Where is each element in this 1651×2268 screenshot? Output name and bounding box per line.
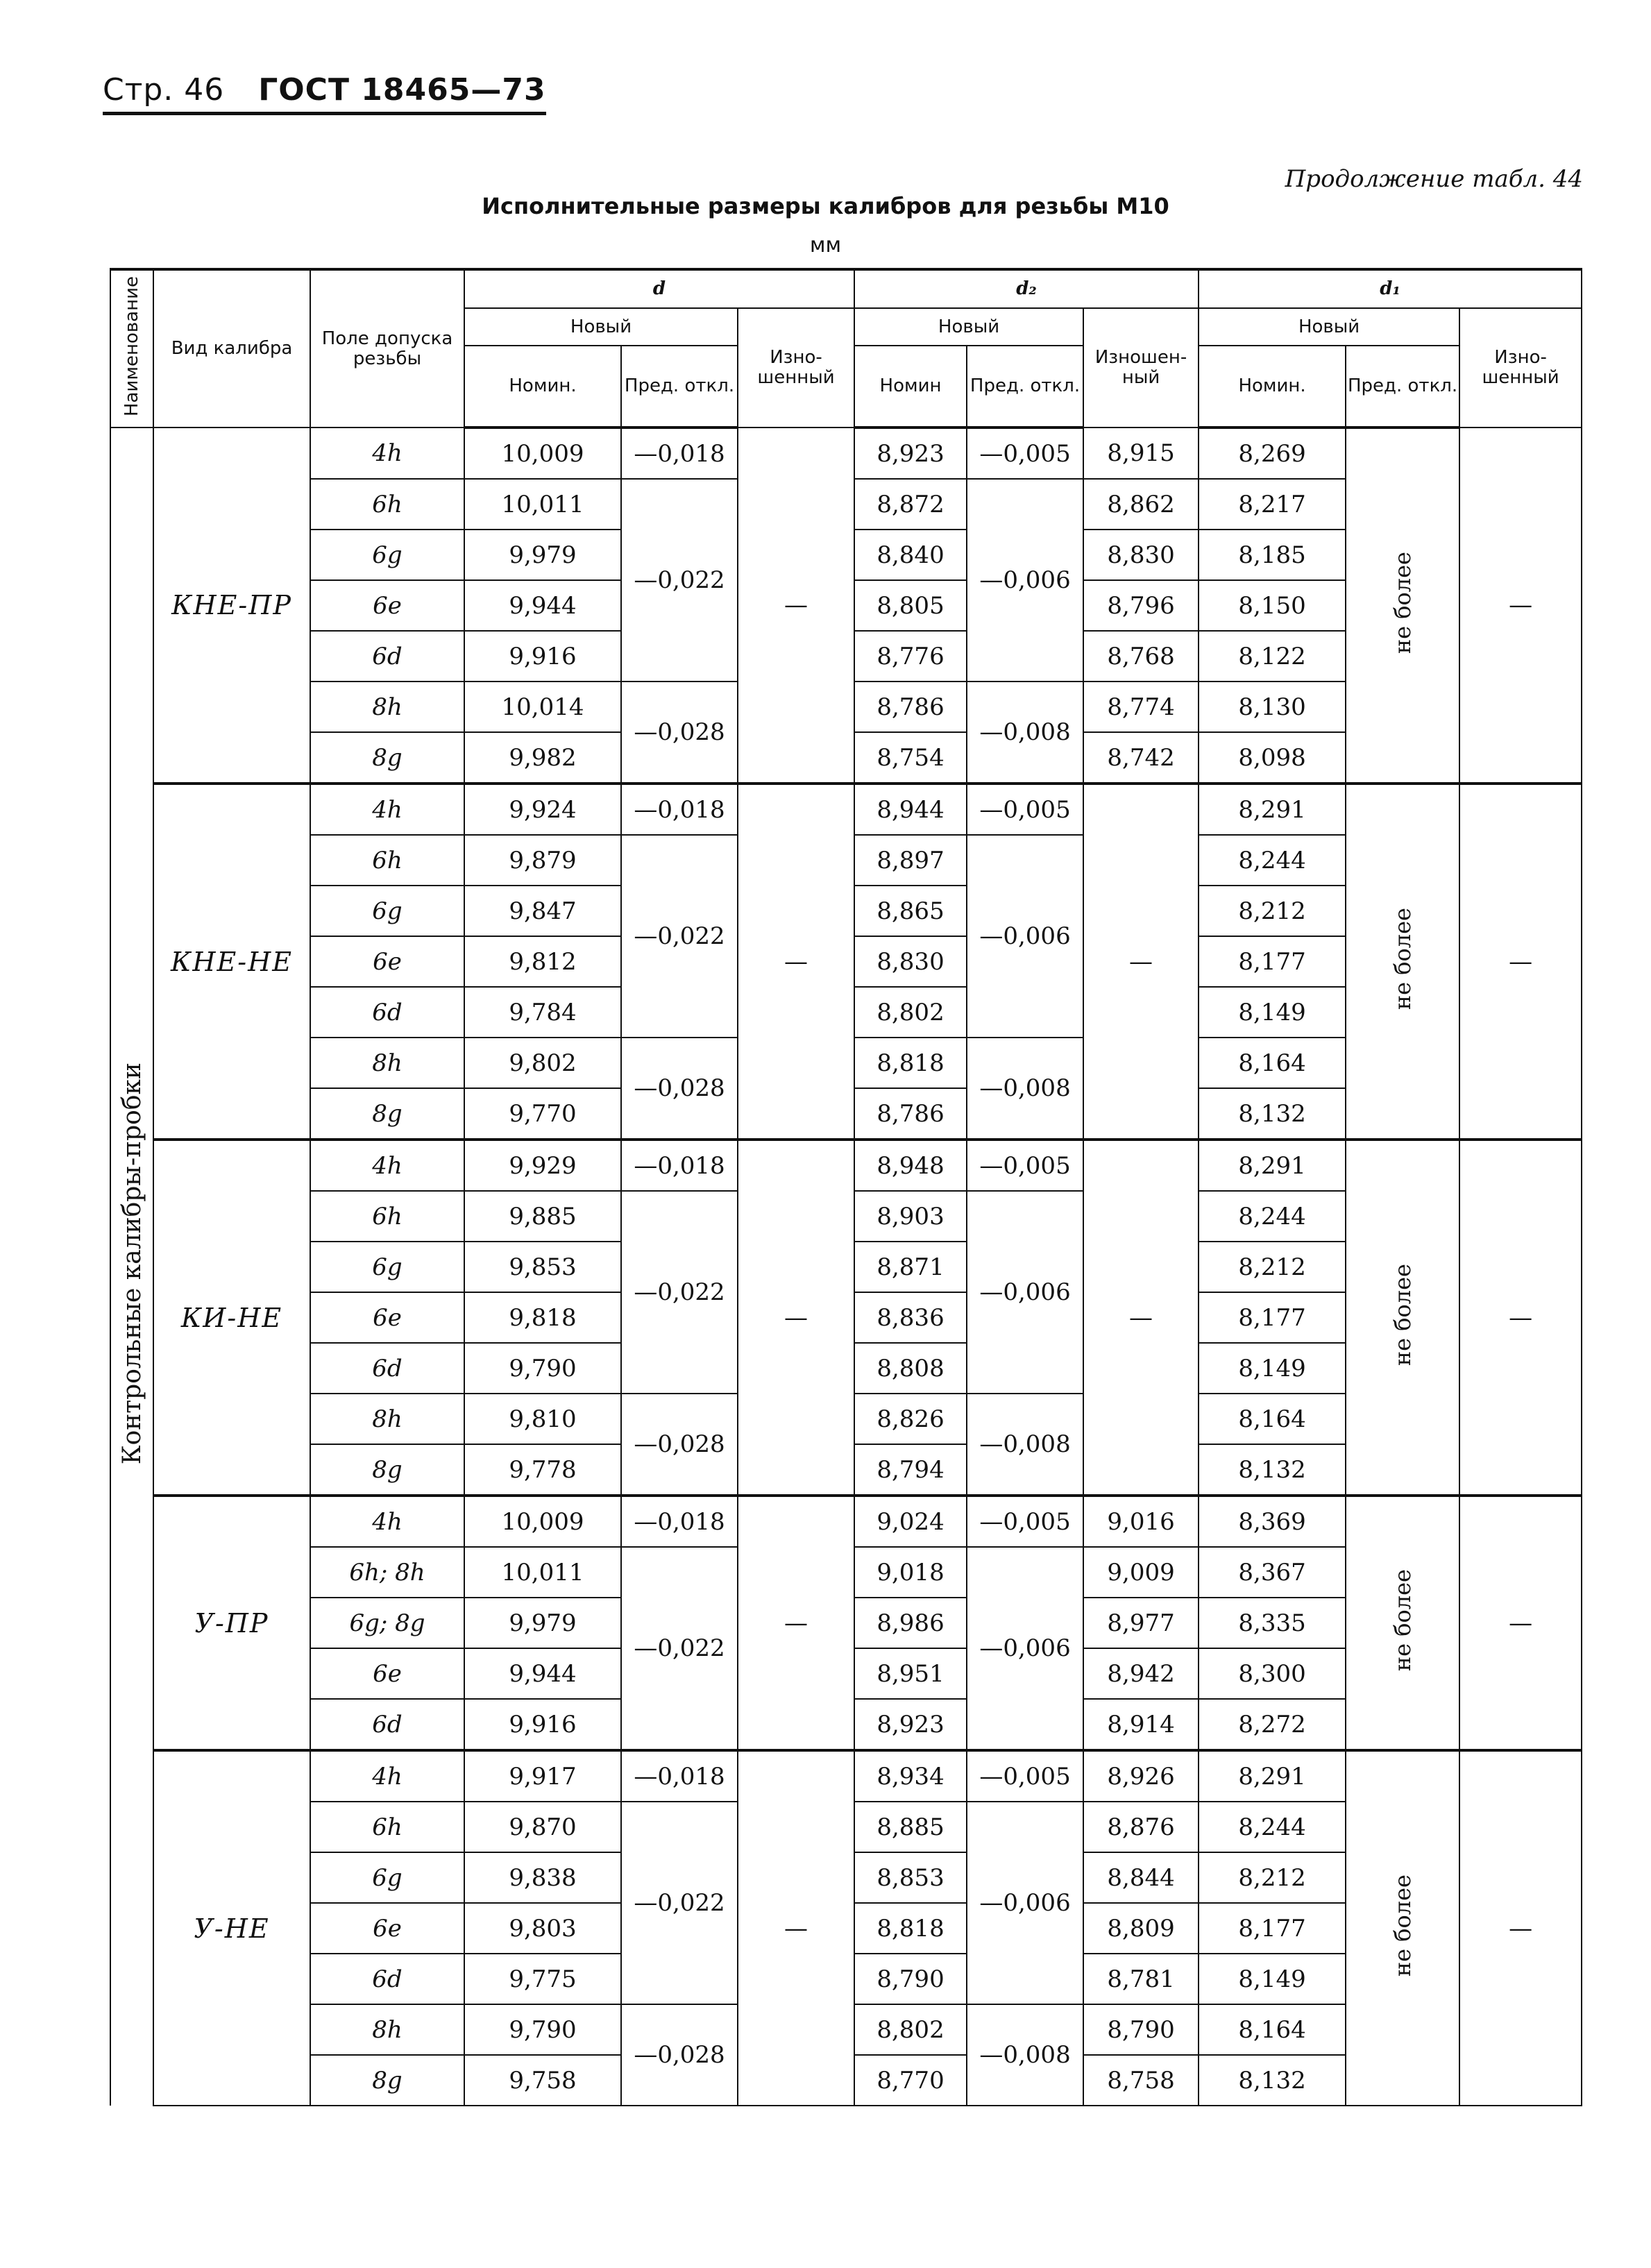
d-nominal-cell: 9,803 (464, 1903, 621, 1954)
d2-nominal-cell: 8,934 (854, 1750, 967, 1802)
d-nominal-cell: 10,009 (464, 428, 621, 479)
d2-worn-cell: 8,781 (1083, 1954, 1199, 2004)
col-d-deviation: Пред. откл. (621, 346, 738, 428)
d-worn-cell: — (738, 1750, 854, 2106)
d2-deviation-cell: —0,005 (967, 1140, 1083, 1191)
tolerance-cell: 6g (310, 1852, 464, 1903)
d-deviation-cell: —0,022 (621, 479, 738, 682)
d2-worn-cell: 8,977 (1083, 1598, 1199, 1648)
d-nominal-cell: 9,944 (464, 1648, 621, 1699)
d2-worn-cell: 8,926 (1083, 1750, 1199, 1802)
d2-nominal-cell: 8,923 (854, 1699, 967, 1750)
d1-nominal-cell: 8,269 (1199, 428, 1346, 479)
d2-deviation-cell: —0,008 (967, 2004, 1083, 2106)
d2-nominal-cell: 9,018 (854, 1547, 967, 1598)
d-nominal-cell: 9,916 (464, 631, 621, 682)
d1-nominal-cell: 8,244 (1199, 1802, 1346, 1852)
gauge-type-cell: КИ-НЕ (153, 1140, 310, 1496)
col-name: Наименование (110, 269, 153, 428)
col-d-new: Новый (464, 308, 738, 346)
tolerance-cell: 8h (310, 1394, 464, 1444)
d-nominal-cell: 9,916 (464, 1699, 621, 1750)
d1-deviation-cell: не более (1346, 1496, 1459, 1750)
d1-nominal-cell: 8,272 (1199, 1699, 1346, 1750)
d-deviation-cell: —0,028 (621, 1394, 738, 1496)
d1-nominal-cell: 8,122 (1199, 631, 1346, 682)
d-nominal-cell: 10,014 (464, 682, 621, 732)
d1-nominal-cell: 8,164 (1199, 1394, 1346, 1444)
d2-nominal-cell: 8,808 (854, 1343, 967, 1394)
d-deviation-cell: —0,018 (621, 1496, 738, 1547)
d-nominal-cell: 9,853 (464, 1242, 621, 1292)
d-nominal-cell: 10,011 (464, 1547, 621, 1598)
d1-nominal-cell: 8,130 (1199, 682, 1346, 732)
d1-nominal-cell: 8,177 (1199, 1292, 1346, 1343)
d2-worn-cell: 8,830 (1083, 530, 1199, 580)
d1-worn-cell: — (1459, 428, 1582, 784)
col-d-nominal: Номин. (464, 346, 621, 428)
d2-nominal-cell: 9,024 (854, 1496, 967, 1547)
tolerance-cell: 8g (310, 732, 464, 784)
d2-worn-cell: 8,774 (1083, 682, 1199, 732)
d1-worn-cell: — (1459, 1750, 1582, 2106)
d2-deviation-cell: —0,008 (967, 1394, 1083, 1496)
table-row (110, 1140, 1582, 1191)
d1-nominal-cell: 8,291 (1199, 784, 1346, 835)
tolerance-cell: 8g (310, 1088, 464, 1140)
d-worn-cell: — (738, 784, 854, 1140)
d2-worn-cell: 8,809 (1083, 1903, 1199, 1954)
tolerance-cell: 8h (310, 1038, 464, 1088)
d2-nominal-cell: 8,802 (854, 987, 967, 1038)
col-gauge-type: Вид калибра (153, 269, 310, 428)
d-nominal-cell: 9,812 (464, 936, 621, 987)
d1-nominal-cell: 8,149 (1199, 987, 1346, 1038)
d2-nominal-cell: 8,830 (854, 936, 967, 987)
d2-nominal-cell: 8,885 (854, 1802, 967, 1852)
d2-deviation-cell: —0,008 (967, 682, 1083, 784)
d-deviation-cell: —0,022 (621, 1191, 738, 1394)
d1-nominal-cell: 8,244 (1199, 835, 1346, 886)
d1-deviation-cell: не более (1346, 428, 1459, 784)
d1-nominal-cell: 8,212 (1199, 886, 1346, 936)
gauge-type-cell: КНЕ-ПР (153, 428, 310, 784)
d2-nominal-cell: 8,840 (854, 530, 967, 580)
d-deviation-cell: —0,022 (621, 1547, 738, 1750)
col-d2-nominal: Номин (854, 346, 967, 428)
d2-deviation-cell: —0,006 (967, 835, 1083, 1038)
d-nominal-cell: 9,802 (464, 1038, 621, 1088)
tolerance-cell: 6g (310, 886, 464, 936)
tolerance-cell: 6d (310, 631, 464, 682)
d-deviation-cell: —0,028 (621, 1038, 738, 1140)
d-nominal-cell: 10,009 (464, 1496, 621, 1547)
d2-deviation-cell: —0,006 (967, 1547, 1083, 1750)
d1-nominal-cell: 8,367 (1199, 1547, 1346, 1598)
tolerance-cell: 8h (310, 682, 464, 732)
d2-deviation-cell: —0,006 (967, 479, 1083, 682)
d2-deviation-cell: —0,006 (967, 1191, 1083, 1394)
d1-nominal-cell: 8,212 (1199, 1852, 1346, 1903)
d2-deviation-cell: —0,006 (967, 1802, 1083, 2004)
d-worn-cell: — (738, 1140, 854, 1496)
d2-worn-cell: 8,768 (1083, 631, 1199, 682)
d2-nominal-cell: 8,802 (854, 2004, 967, 2055)
d1-nominal-cell: 8,132 (1199, 1088, 1346, 1140)
d-nominal-cell: 9,790 (464, 2004, 621, 2055)
d-deviation-cell: —0,022 (621, 1802, 738, 2004)
d2-nominal-cell: 8,818 (854, 1038, 967, 1088)
d-nominal-cell: 9,847 (464, 886, 621, 936)
d1-nominal-cell: 8,132 (1199, 1444, 1346, 1496)
d-nominal-cell: 9,778 (464, 1444, 621, 1496)
d-deviation-cell: —0,018 (621, 784, 738, 835)
row-group-name: Контрольные калибры-пробки (110, 428, 153, 2106)
d-nominal-cell: 9,784 (464, 987, 621, 1038)
d2-worn-cell: — (1083, 784, 1199, 1140)
d-deviation-cell: —0,028 (621, 2004, 738, 2106)
tolerance-cell: 8h (310, 2004, 464, 2055)
d1-nominal-cell: 8,369 (1199, 1496, 1346, 1547)
unit-label: мм (809, 233, 842, 257)
col-param-d2: d₂ (854, 269, 1199, 308)
d2-nominal-cell: 8,986 (854, 1598, 967, 1648)
d2-nominal-cell: 8,853 (854, 1852, 967, 1903)
col-d1-deviation: Пред. откл. (1346, 346, 1459, 428)
tolerance-cell: 6e (310, 1648, 464, 1699)
tolerance-cell: 4h (310, 1140, 464, 1191)
d2-deviation-cell: —0,005 (967, 428, 1083, 479)
d-nominal-cell: 9,929 (464, 1140, 621, 1191)
d1-nominal-cell: 8,149 (1199, 1954, 1346, 2004)
d2-worn-cell: 8,742 (1083, 732, 1199, 784)
tolerance-cell: 6e (310, 580, 464, 631)
d1-deviation-cell: не более (1346, 784, 1459, 1140)
d1-nominal-cell: 8,335 (1199, 1598, 1346, 1648)
d-nominal-cell: 9,838 (464, 1852, 621, 1903)
d-nominal-cell: 9,924 (464, 784, 621, 835)
d2-nominal-cell: 8,836 (854, 1292, 967, 1343)
standard-code: ГОСТ 18465—73 (258, 72, 546, 108)
gauge-dimensions-table (110, 268, 1582, 2106)
d2-worn-cell: 8,942 (1083, 1648, 1199, 1699)
d-deviation-cell: —0,028 (621, 682, 738, 784)
d2-worn-cell: 8,796 (1083, 580, 1199, 631)
tolerance-cell: 4h (310, 1496, 464, 1547)
d-worn-cell: — (738, 428, 854, 784)
table-row (110, 428, 1582, 479)
page-number: Стр. 46 (103, 72, 225, 108)
tolerance-cell: 6d (310, 1699, 464, 1750)
col-d-worn: Изно-шенный (738, 308, 854, 428)
d1-worn-cell: — (1459, 1496, 1582, 1750)
d1-nominal-cell: 8,217 (1199, 479, 1346, 530)
d1-nominal-cell: 8,177 (1199, 936, 1346, 987)
d2-deviation-cell: —0,008 (967, 1038, 1083, 1140)
tolerance-cell: 6g; 8g (310, 1598, 464, 1648)
tolerance-cell: 4h (310, 428, 464, 479)
gauge-type-cell: КНЕ-НЕ (153, 784, 310, 1140)
d-nominal-cell: 9,944 (464, 580, 621, 631)
d1-nominal-cell: 8,098 (1199, 732, 1346, 784)
table-title: Исполнительные размеры калибров для резьбы М10 (482, 193, 1169, 219)
col-d1-new: Новый (1199, 308, 1459, 346)
d2-nominal-cell: 8,871 (854, 1242, 967, 1292)
d-nominal-cell: 9,790 (464, 1343, 621, 1394)
d-nominal-cell: 9,885 (464, 1191, 621, 1242)
col-d2-worn: Изношен-ный (1083, 308, 1199, 428)
d2-nominal-cell: 8,903 (854, 1191, 967, 1242)
d2-nominal-cell: 8,770 (854, 2055, 967, 2106)
table-row (110, 1496, 1582, 1547)
tolerance-cell: 4h (310, 784, 464, 835)
d1-nominal-cell: 8,164 (1199, 2004, 1346, 2055)
tolerance-cell: 6h (310, 835, 464, 886)
col-param-d1: d₁ (1199, 269, 1582, 308)
tolerance-cell: 6d (310, 987, 464, 1038)
d2-worn-cell: 8,862 (1083, 479, 1199, 530)
col-d1-nominal: Номин. (1199, 346, 1346, 428)
col-d2-deviation: Пред. откл. (967, 346, 1083, 428)
gauge-type-cell: У-ПР (153, 1496, 310, 1750)
d1-nominal-cell: 8,150 (1199, 580, 1346, 631)
d2-worn-cell: 8,914 (1083, 1699, 1199, 1750)
table-body (110, 428, 1582, 2106)
d1-nominal-cell: 8,244 (1199, 1191, 1346, 1242)
d-nominal-cell: 9,770 (464, 1088, 621, 1140)
d-nominal-cell: 9,982 (464, 732, 621, 784)
col-d2-new: Новый (854, 308, 1083, 346)
d2-nominal-cell: 8,951 (854, 1648, 967, 1699)
d1-worn-cell: — (1459, 784, 1582, 1140)
d-nominal-cell: 9,879 (464, 835, 621, 886)
d2-deviation-cell: —0,005 (967, 1750, 1083, 1802)
d-deviation-cell: —0,018 (621, 1750, 738, 1802)
d2-deviation-cell: —0,005 (967, 784, 1083, 835)
d1-nominal-cell: 8,212 (1199, 1242, 1346, 1292)
d2-nominal-cell: 8,794 (854, 1444, 967, 1496)
d2-nominal-cell: 8,826 (854, 1394, 967, 1444)
d2-worn-cell: 8,844 (1083, 1852, 1199, 1903)
d2-worn-cell: 8,876 (1083, 1802, 1199, 1852)
gauge-type-cell: У-НЕ (153, 1750, 310, 2106)
d2-nominal-cell: 8,786 (854, 682, 967, 732)
d-deviation-cell: —0,018 (621, 428, 738, 479)
d-worn-cell: — (738, 1496, 854, 1750)
d2-nominal-cell: 8,944 (854, 784, 967, 835)
tolerance-cell: 6e (310, 1903, 464, 1954)
d-deviation-cell: —0,018 (621, 1140, 738, 1191)
tolerance-cell: 4h (310, 1750, 464, 1802)
d2-nominal-cell: 8,818 (854, 1903, 967, 1954)
d-nominal-cell: 9,758 (464, 2055, 621, 2106)
tolerance-cell: 6e (310, 1292, 464, 1343)
d-nominal-cell: 9,818 (464, 1292, 621, 1343)
tolerance-cell: 6d (310, 1343, 464, 1394)
d1-nominal-cell: 8,185 (1199, 530, 1346, 580)
d2-worn-cell: 8,915 (1083, 428, 1199, 479)
d2-worn-cell: 9,009 (1083, 1547, 1199, 1598)
d1-worn-cell: — (1459, 1140, 1582, 1496)
d1-nominal-cell: 8,149 (1199, 1343, 1346, 1394)
d2-nominal-cell: 8,776 (854, 631, 967, 682)
col-param-d: d (464, 269, 854, 308)
d2-nominal-cell: 8,923 (854, 428, 967, 479)
d-nominal-cell: 9,870 (464, 1802, 621, 1852)
tolerance-cell: 6h; 8h (310, 1547, 464, 1598)
d2-nominal-cell: 8,897 (854, 835, 967, 886)
tolerance-cell: 6d (310, 1954, 464, 2004)
d1-nominal-cell: 8,300 (1199, 1648, 1346, 1699)
d2-deviation-cell: —0,005 (967, 1496, 1083, 1547)
d2-worn-cell: 8,758 (1083, 2055, 1199, 2106)
d-nominal-cell: 9,775 (464, 1954, 621, 2004)
d2-nominal-cell: 8,872 (854, 479, 967, 530)
d1-nominal-cell: 8,132 (1199, 2055, 1346, 2106)
table-row (110, 1750, 1582, 1802)
d1-nominal-cell: 8,291 (1199, 1140, 1346, 1191)
d2-nominal-cell: 8,865 (854, 886, 967, 936)
d1-nominal-cell: 8,291 (1199, 1750, 1346, 1802)
continuation-note: Продолжение табл. 44 (1285, 165, 1583, 193)
d-nominal-cell: 9,810 (464, 1394, 621, 1444)
d-nominal-cell: 9,979 (464, 1598, 621, 1648)
page-header (103, 72, 546, 115)
d1-nominal-cell: 8,164 (1199, 1038, 1346, 1088)
d2-nominal-cell: 8,948 (854, 1140, 967, 1191)
d1-nominal-cell: 8,177 (1199, 1903, 1346, 1954)
d1-deviation-cell: не более (1346, 1750, 1459, 2106)
tolerance-cell: 6e (310, 936, 464, 987)
d-nominal-cell: 9,917 (464, 1750, 621, 1802)
tolerance-cell: 6g (310, 1242, 464, 1292)
d2-worn-cell: 8,790 (1083, 2004, 1199, 2055)
d2-nominal-cell: 8,790 (854, 1954, 967, 2004)
d2-worn-cell: 9,016 (1083, 1496, 1199, 1547)
d1-deviation-cell: не более (1346, 1140, 1459, 1496)
col-d1-worn: Изно-шенный (1459, 308, 1582, 428)
d2-nominal-cell: 8,786 (854, 1088, 967, 1140)
d2-worn-cell: — (1083, 1140, 1199, 1496)
d2-nominal-cell: 8,805 (854, 580, 967, 631)
d-nominal-cell: 9,979 (464, 530, 621, 580)
table-row (110, 784, 1582, 835)
d-nominal-cell: 10,011 (464, 479, 621, 530)
tolerance-cell: 8g (310, 2055, 464, 2106)
col-tolerance-field: Поле допуска резьбы (310, 269, 464, 428)
tolerance-cell: 6h (310, 1191, 464, 1242)
tolerance-cell: 6g (310, 530, 464, 580)
tolerance-cell: 6h (310, 1802, 464, 1852)
tolerance-cell: 8g (310, 1444, 464, 1496)
d2-nominal-cell: 8,754 (854, 732, 967, 784)
tolerance-cell: 6h (310, 479, 464, 530)
d-deviation-cell: —0,022 (621, 835, 738, 1038)
